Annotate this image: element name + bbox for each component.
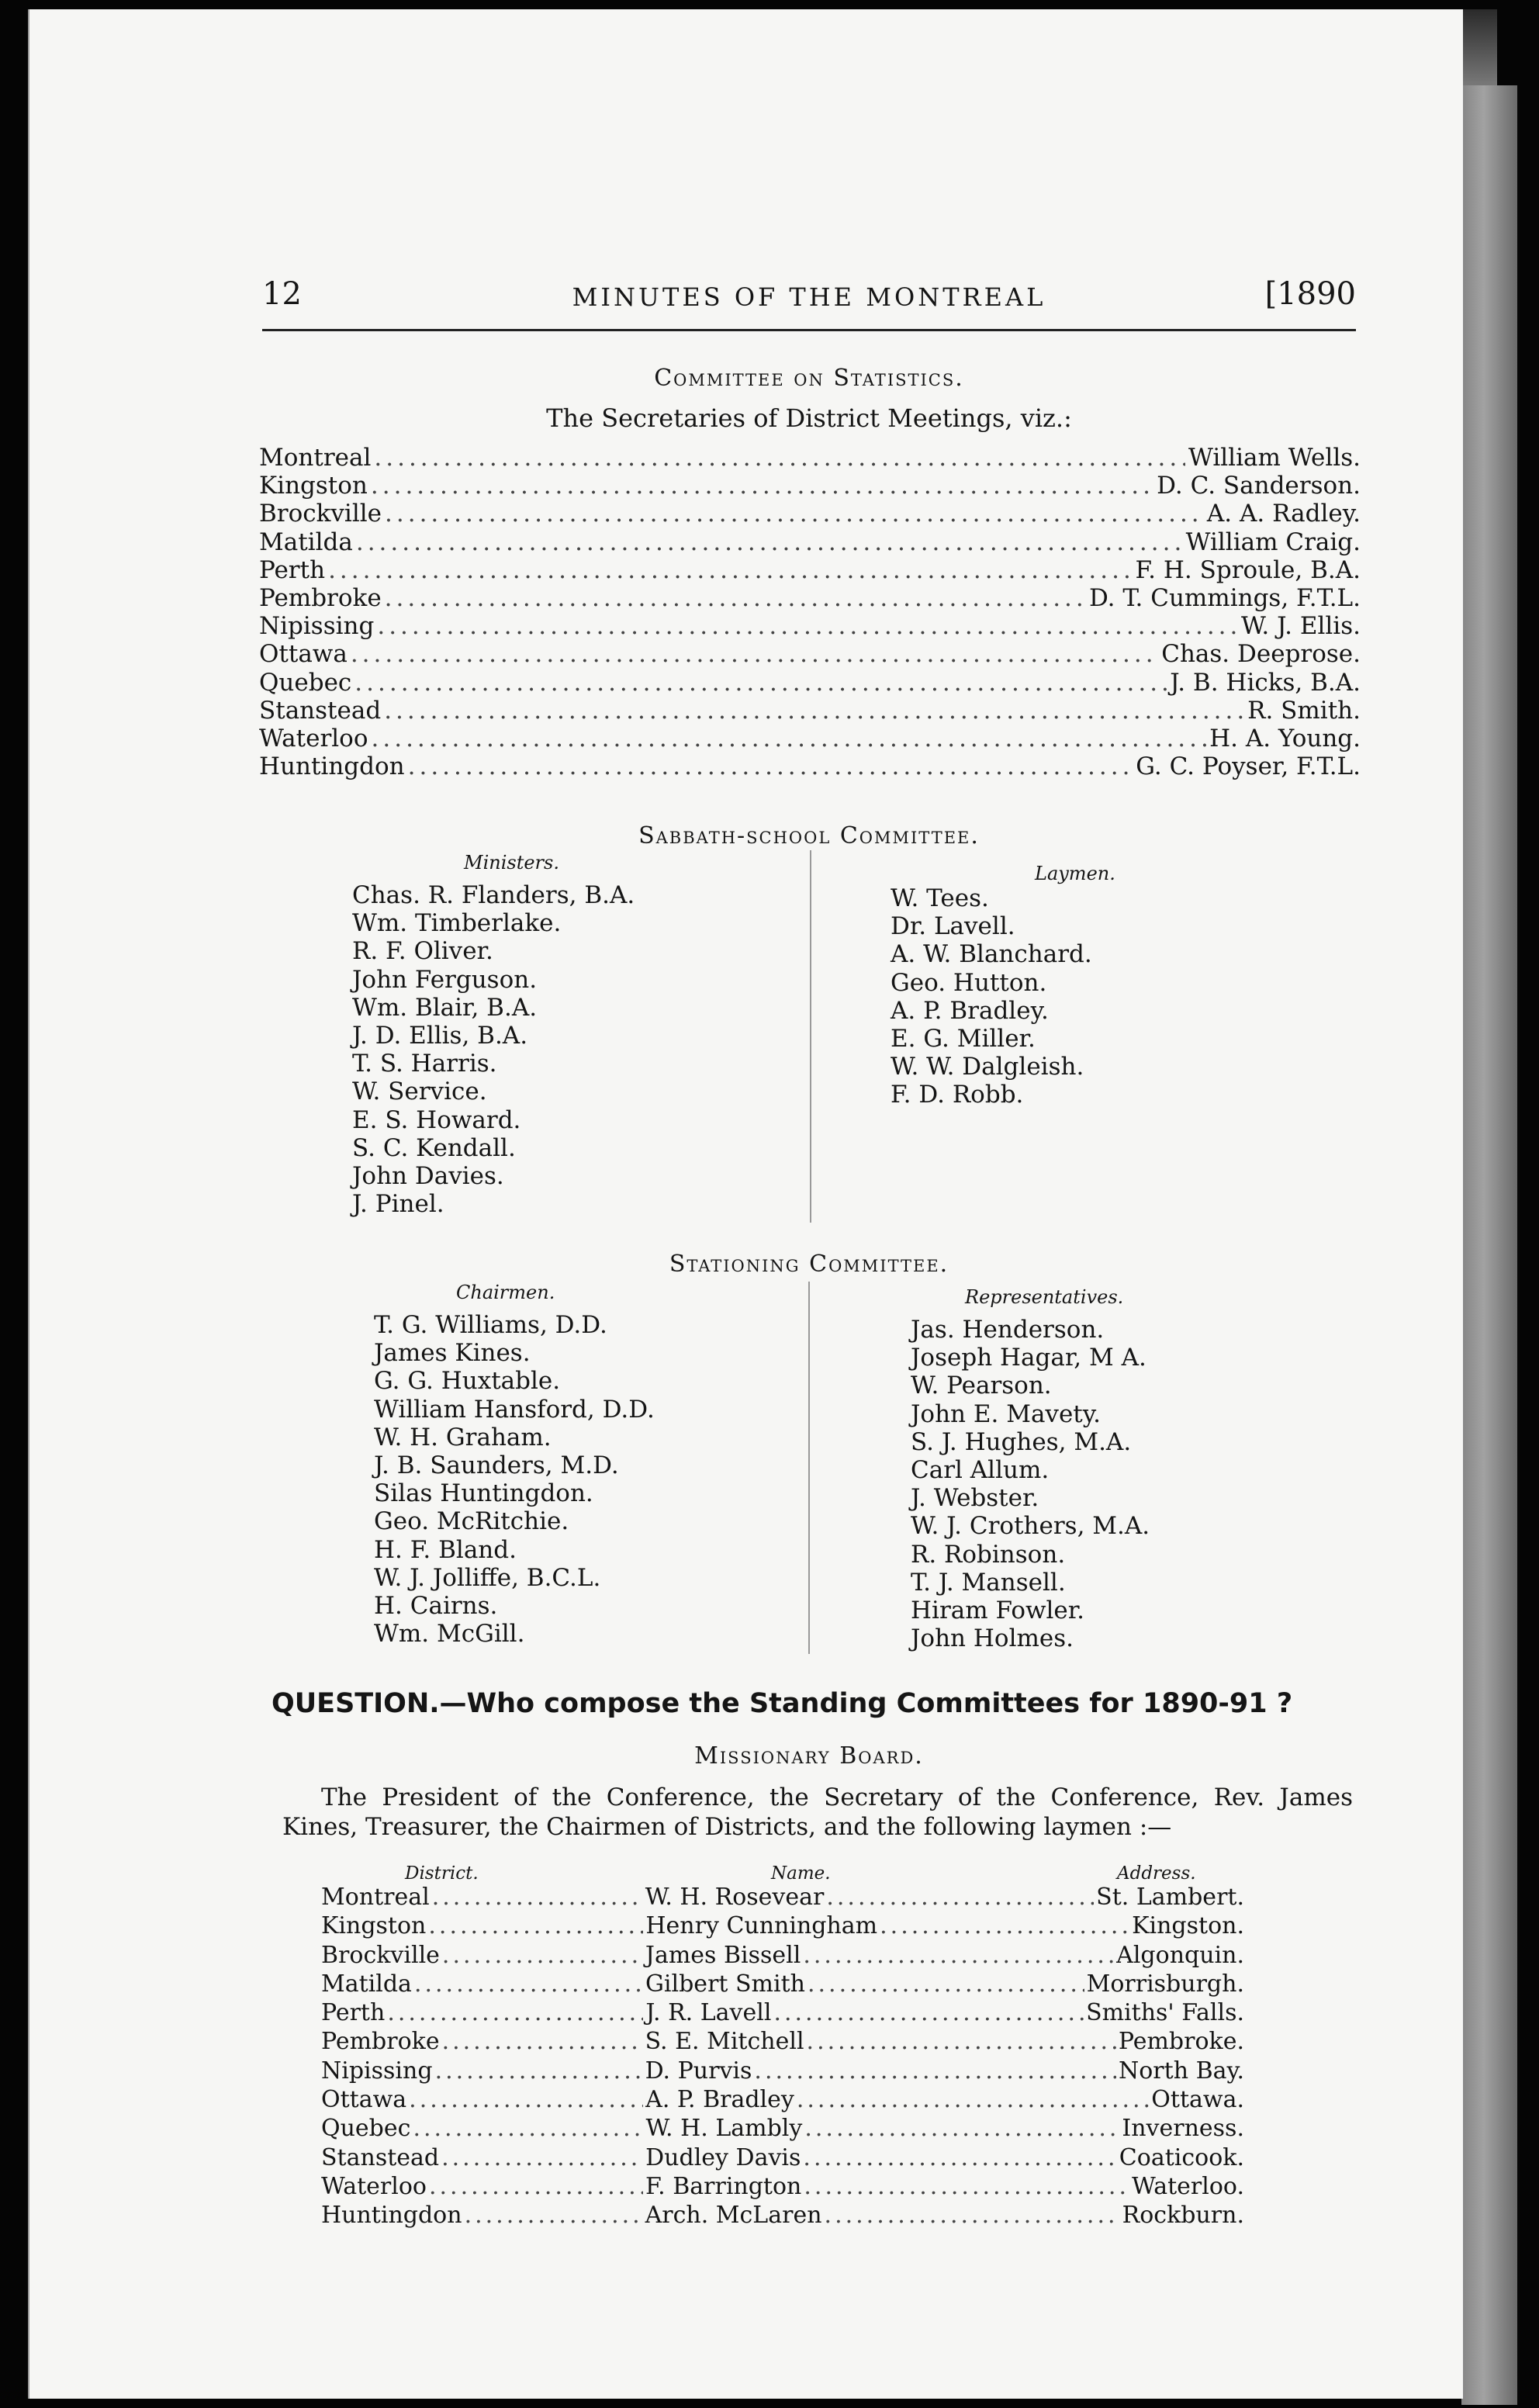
list-item: S. C. Kendall. [352,1133,516,1162]
question-label: QUESTION. [271,1688,440,1719]
statistics-title: Committee on Statistics. [654,365,964,392]
list-item: J. Webster. [911,1484,1039,1513]
list-item: William Hansford, D.D. [374,1395,655,1424]
list-item: Carl Allum. [911,1456,1050,1485]
missionary-board-intro: The President of the Conference, the Secretary of the Conference, Rev. James Kines, Treasurer, the Chairmen of Districts, and the following laymen :— [282,1784,1353,1841]
list-item: E. S. Howard. [352,1105,521,1134]
stationing-title: Stationing Committee. [669,1251,949,1278]
district-cell: Huntingdon [321,2202,462,2230]
table-row [321,1912,1244,1941]
list-item: Montreal ..... William Wells. [259,444,1361,472]
name-cell: James Bissell [645,1941,801,1969]
name-cell: A. P. Bradley [645,2086,794,2114]
address-cell: Pembroke. [1118,2028,1244,2056]
ministers-list [352,881,635,1218]
name-cell: Gilbert Smith [645,1970,805,1998]
list-item: Stanstead ..... R. Smith. [259,697,1361,725]
list-item: Ottawa ..... Chas. Deeprose. [259,640,1361,668]
list-item: Nipissing ..... W. J. Ellis. [259,612,1361,640]
list-item: Joseph Hagar, M A. [911,1344,1146,1372]
document-page [28,9,1463,2399]
missionary-board-table [321,1863,1244,2231]
list-item: Silas Huntingdon. [374,1479,593,1508]
name-cell: Dudley Davis [645,2143,801,2171]
list-item: W. J. Crothers, M.A. [911,1512,1150,1541]
district-cell: Ottawa [321,2086,407,2114]
list-item: W. W. Dalgleish. [891,1053,1084,1081]
list-item: Pembroke ..... D. T. Cummings, F.T.L. [259,584,1361,612]
address-cell: Waterloo. [1132,2172,1244,2200]
column-header-district: District. [405,1863,479,1884]
laymen-list [891,884,1092,1109]
list-item: John Holmes. [911,1624,1074,1653]
list-item: T. S. Harris. [352,1050,497,1078]
list-item: Geo. Hutton. [891,968,1047,997]
list-item: Brockville ..... A. A. Radley. [259,500,1361,528]
address-cell: Morrisburgh. [1086,1970,1244,1998]
list-item: W. J. Jolliffe, B.C.L. [374,1563,601,1592]
district-cell: Perth [321,1999,386,2027]
list-item: Hiram Fowler. [911,1597,1085,1625]
district-cell: Quebec [321,2115,411,2143]
district-cell: Montreal [321,1884,430,1911]
page-header [262,265,1356,320]
list-item: T. G. Williams, D.D. [374,1311,607,1339]
list-item: W. Pearson. [911,1372,1052,1400]
list-item: John E. Mavety. [911,1399,1102,1428]
list-item: S. J. Hughes, M.A. [911,1427,1132,1456]
district-cell: Kingston [321,1912,427,1940]
table-row [321,2144,1244,2173]
list-item: R. Robinson. [911,1540,1066,1569]
name-cell: W. H. Rosevear [645,1884,825,1911]
column-header-name: Name. [771,1863,831,1884]
statistics-intro: The Secretaries of District Meetings, viz.: [546,403,1072,433]
address-cell: St. Lambert. [1096,1884,1244,1911]
district-cell: Brockville [321,1941,440,1969]
list-item: Perth ..... F. H. Sproule, B.A. [259,556,1361,584]
list-item: H. F. Bland. [374,1535,517,1564]
list-item: J. Pinel. [352,1190,444,1219]
list-item: Jas. Henderson. [911,1316,1105,1344]
table-row [321,2202,1244,2230]
table-row [321,2057,1244,2086]
list-item: Wm. McGill. [374,1620,525,1649]
name-cell: Henry Cunningham [645,1912,878,1940]
list-item: W. Tees. [891,884,989,912]
header-rule [262,329,1356,331]
list-item: Matilda ..... William Craig. [259,528,1361,556]
book-edge [1461,85,1517,2405]
list-item: Quebec ..... J. B. Hicks, B.A. [259,669,1361,697]
header-year: [1890 [1264,276,1356,312]
name-cell: J. R. Lavell [645,1999,772,2027]
page-number: 12 [262,276,302,312]
representatives-list [911,1316,1150,1652]
list-item: H. Cairns. [374,1592,498,1621]
list-item: John Davies. [352,1162,504,1191]
list-item: Wm. Blair, B.A. [352,993,538,1022]
table-header [321,1863,1244,1884]
address-cell: Ottawa. [1151,2086,1244,2114]
missionary-board-title: Missionary Board. [694,1742,924,1770]
question-text: —Who compose the Standing Committees for 1890-91 ? [439,1688,1293,1719]
list-item: R. F. Oliver. [352,937,493,966]
list-item: W. Service. [352,1078,487,1106]
column-header-address: Address. [1117,1863,1196,1884]
list-item: Kingston ..... D. C. Sanderson. [259,472,1361,500]
list-item: Wm. Timberlake. [352,909,562,938]
name-cell: D. Purvis [645,2057,752,2085]
list-item: Waterloo ..... H. A. Young. [259,725,1361,752]
name-cell: W. H. Lambly [645,2115,803,2143]
name-cell: Arch. McLaren [645,2202,822,2230]
list-item: Dr. Lavell. [891,912,1015,941]
district-cell: Nipissing [321,2057,433,2085]
list-item: T. J. Mansell. [911,1568,1066,1597]
district-cell: Waterloo [321,2172,427,2200]
table-row [321,1999,1244,2028]
list-item: E. G. Miller. [891,1025,1036,1054]
district-cell: Stanstead [321,2143,440,2171]
address-cell: Kingston. [1132,1912,1244,1940]
question-heading [271,1688,1373,1719]
table-row [321,1884,1244,1912]
column-divider [808,1282,810,1654]
table-row [321,1970,1244,1999]
address-cell: Smiths' Falls. [1086,1999,1244,2027]
statistics-list [259,444,1361,780]
column-divider [810,850,811,1223]
address-cell: Algonquin. [1116,1941,1244,1969]
list-item: J. B. Saunders, M.D. [374,1451,619,1480]
chairmen-list [374,1311,655,1648]
district-cell: Matilda [321,1970,412,1998]
address-cell: North Bay. [1119,2057,1244,2085]
list-item: W. H. Graham. [374,1423,552,1451]
district-cell: Pembroke [321,2028,440,2056]
table-row [321,1942,1244,1970]
table-row [321,2173,1244,2202]
list-item: James Kines. [374,1339,531,1368]
address-cell: Rockburn. [1122,2202,1244,2230]
list-item: Chas. R. Flanders, B.A. [352,881,635,909]
chairmen-heading: Chairmen. [456,1282,555,1303]
ministers-heading: Ministers. [464,852,559,874]
representatives-heading: Representatives. [965,1286,1124,1308]
name-cell: S. E. Mitchell [645,2028,804,2056]
list-item: John Ferguson. [352,965,538,994]
list-item: J. D. Ellis, B.A. [352,1022,528,1050]
table-row [321,2028,1244,2057]
list-item: A. W. Blanchard. [891,940,1092,969]
list-item: A. P. Bradley. [891,996,1049,1025]
name-cell: F. Barrington [645,2172,802,2200]
running-title: MINUTES OF THE MONTREAL [572,282,1046,312]
address-cell: Coaticook. [1119,2143,1244,2171]
laymen-heading: Laymen. [1035,863,1115,884]
address-cell: Inverness. [1122,2115,1244,2143]
list-item: Huntingdon ..... G. C. Poyser, F.T.L. [259,752,1361,780]
sabbath-school-title: Sabbath-school Committee. [638,822,980,849]
table-row [321,2115,1244,2143]
list-item: G. G. Huxtable. [374,1367,561,1396]
table-row [321,2086,1244,2115]
list-item: F. D. Robb. [891,1081,1024,1109]
list-item: Geo. McRitchie. [374,1507,569,1536]
